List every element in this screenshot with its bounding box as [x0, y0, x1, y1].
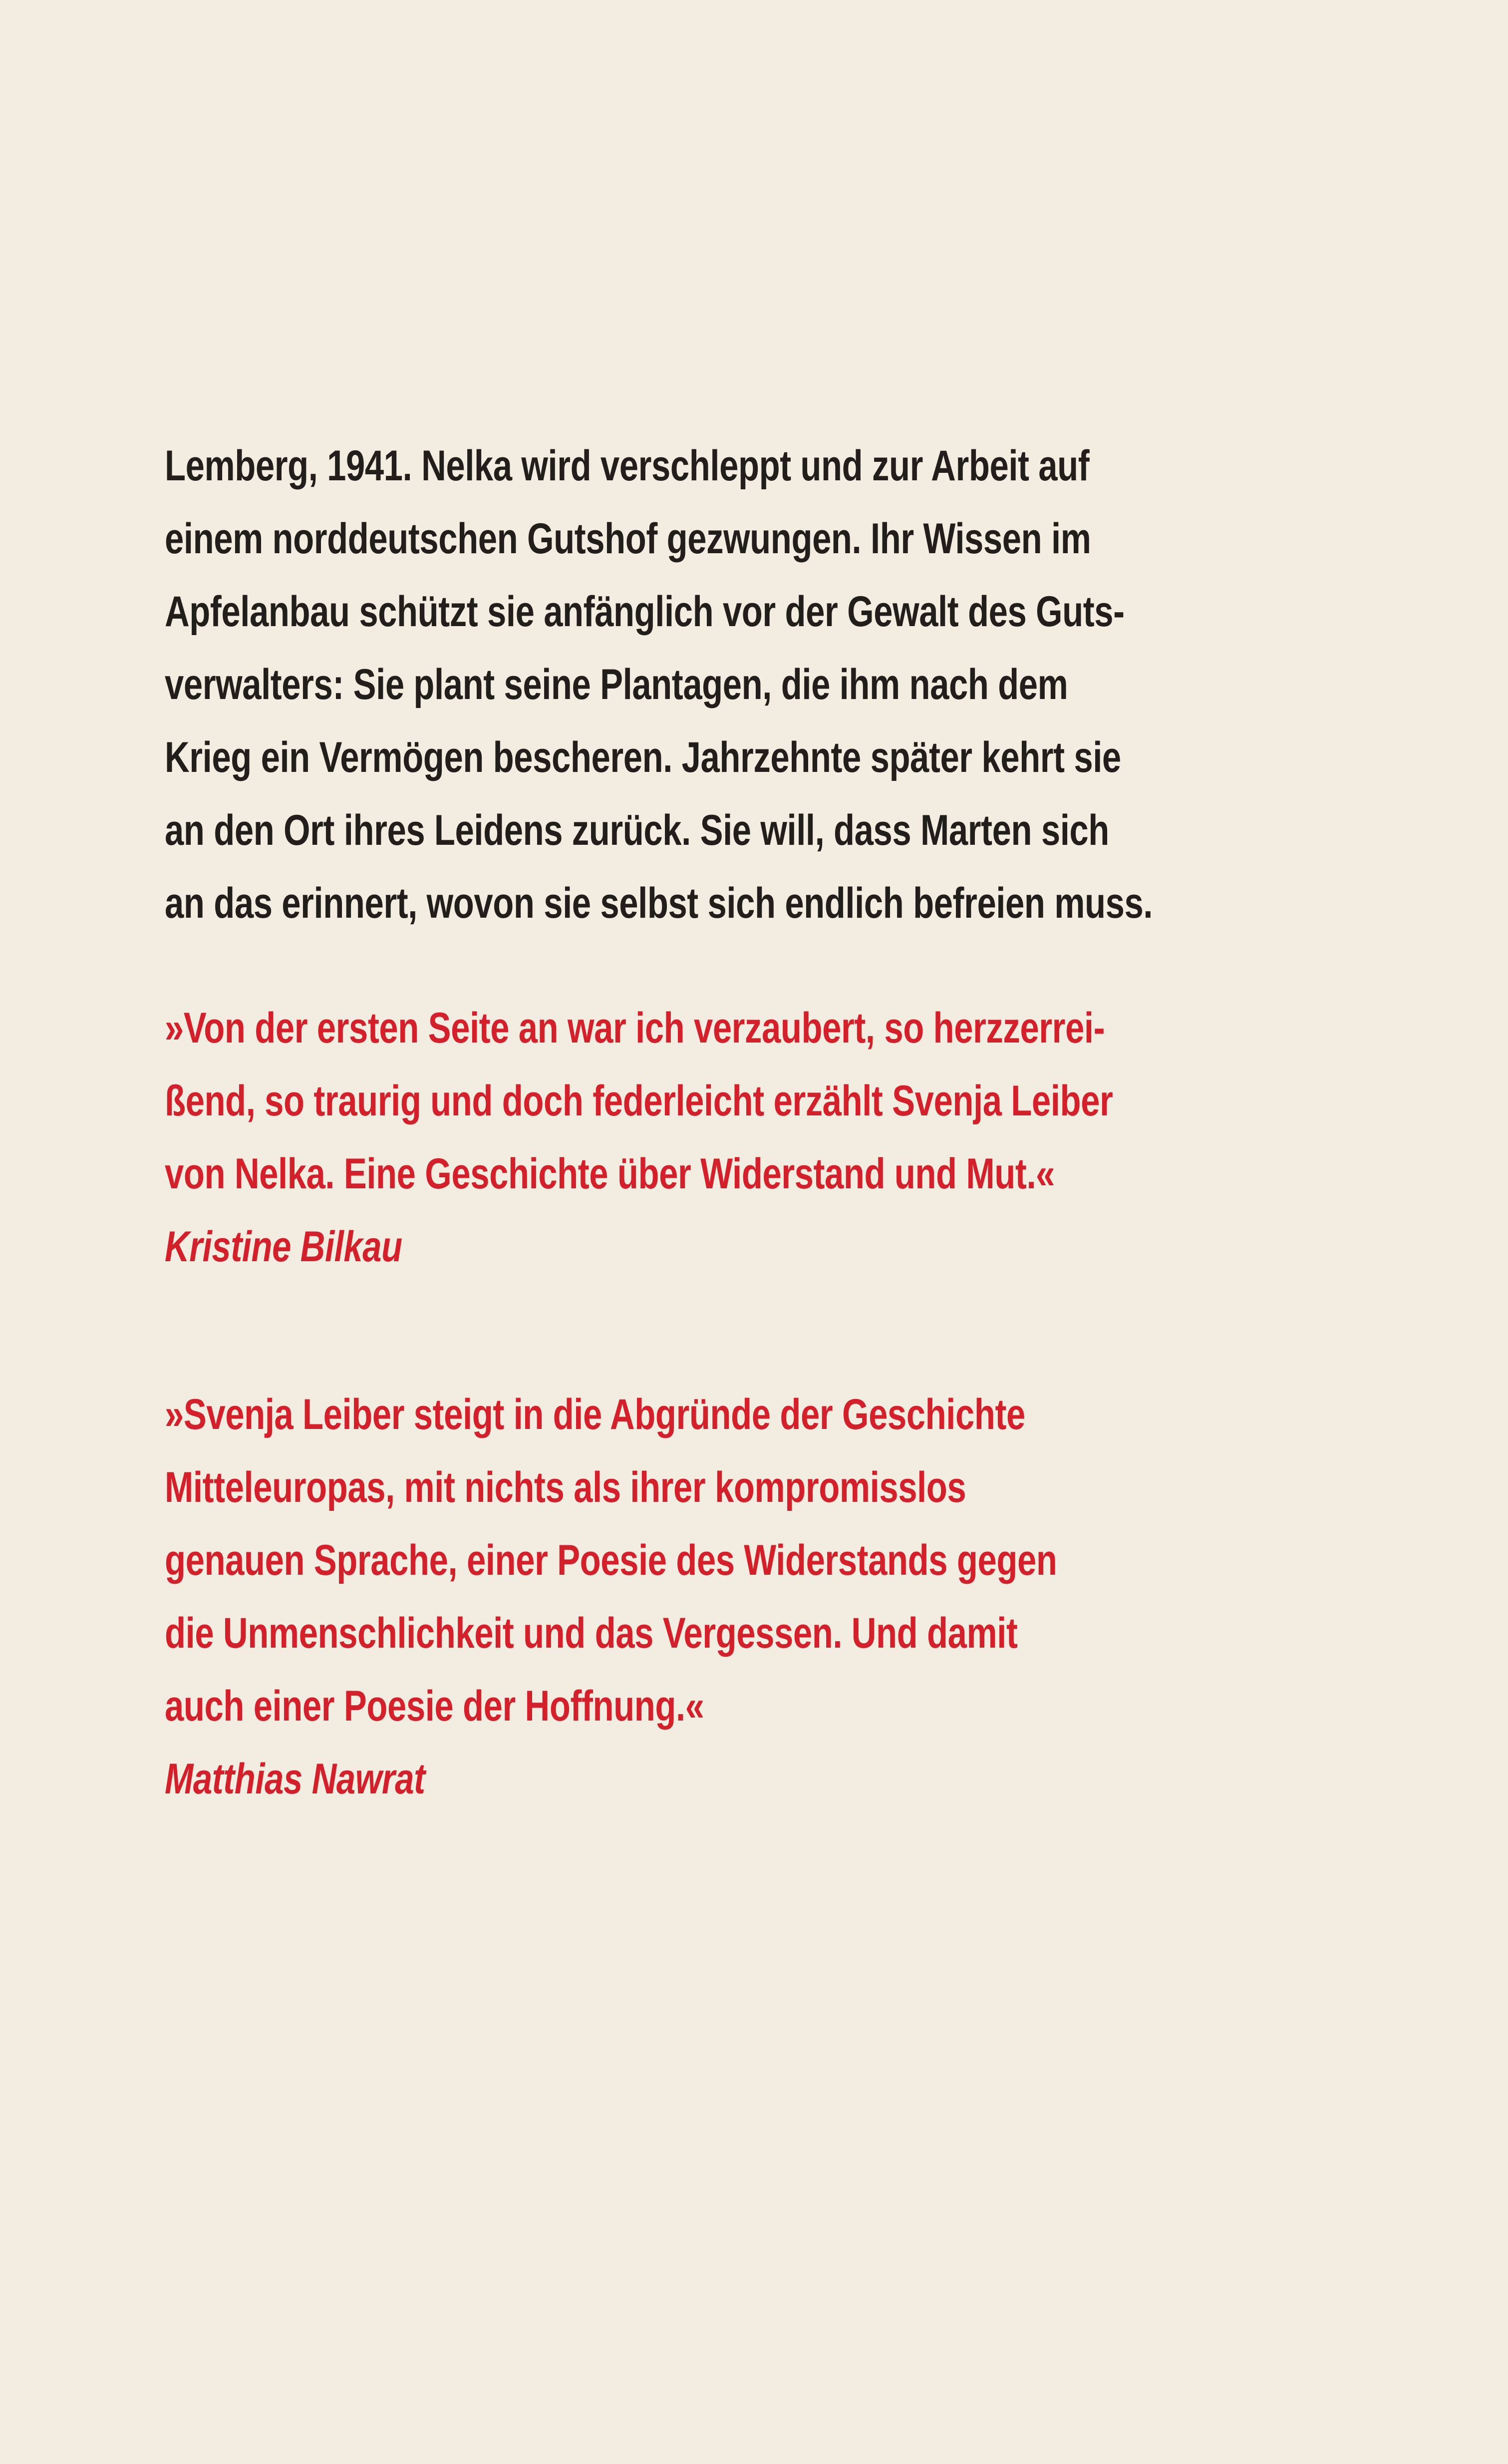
review-quote-1-attribution: Kristine Bilkau [165, 1223, 402, 1271]
synopsis-line: Lemberg, 1941. Nelka wird verschleppt und zur Arbeit auf [165, 442, 1090, 490]
review-quote-1 [165, 992, 1343, 1283]
review-quote-2-line: Mitteleuropas, mit nichts als ihrer kompromisslos [165, 1463, 966, 1511]
review-quote-1-line: ßend, so traurig und doch federleicht erzählt Svenja Leiber [165, 1077, 1113, 1125]
review-quote-2-line: auch einer Poesie der Hoffnung.« [165, 1682, 704, 1730]
synopsis-line: an das erinnert, wovon sie selbst sich endlich befreien muss. [165, 879, 1153, 927]
block-spacer [165, 1283, 1343, 1378]
review-quote-2-line: die Unmenschlichkeit und das Vergessen. Und damit [165, 1609, 1018, 1657]
review-quote-2-attribution: Matthias Nawrat [165, 1755, 425, 1803]
review-quote-2 [165, 1378, 1343, 1815]
synopsis-line: verwalters: Sie plant seine Plantagen, die ihm nach dem [165, 661, 1068, 708]
synopsis-line: Krieg ein Vermögen bescheren. Jahrzehnte später kehrt sie [165, 733, 1121, 781]
review-quote-2-line: »Svenja Leiber steigt in die Abgründe der Geschichte [165, 1391, 1025, 1438]
synopsis-line: Apfelanbau schützt sie anfänglich vor der Gewalt des Guts- [165, 588, 1125, 636]
synopsis-line: an den Ort ihres Leidens zurück. Sie will, dass Marten sich [165, 806, 1109, 854]
review-quote-2-line: genauen Sprache, einer Poesie des Widerstands gegen [165, 1536, 1057, 1584]
paragraph-spacer [165, 940, 1343, 992]
text-column [165, 429, 1343, 1815]
synopsis-line: einem norddeutschen Gutshof gezwungen. Ihr Wissen im [165, 515, 1091, 563]
review-quote-1-line: von Nelka. Eine Geschichte über Widerstand und Mut.« [165, 1150, 1055, 1198]
review-quote-1-line: »Von der ersten Seite an war ich verzaubert, so herzzerrei- [165, 1004, 1105, 1052]
book-synopsis [165, 429, 1343, 940]
